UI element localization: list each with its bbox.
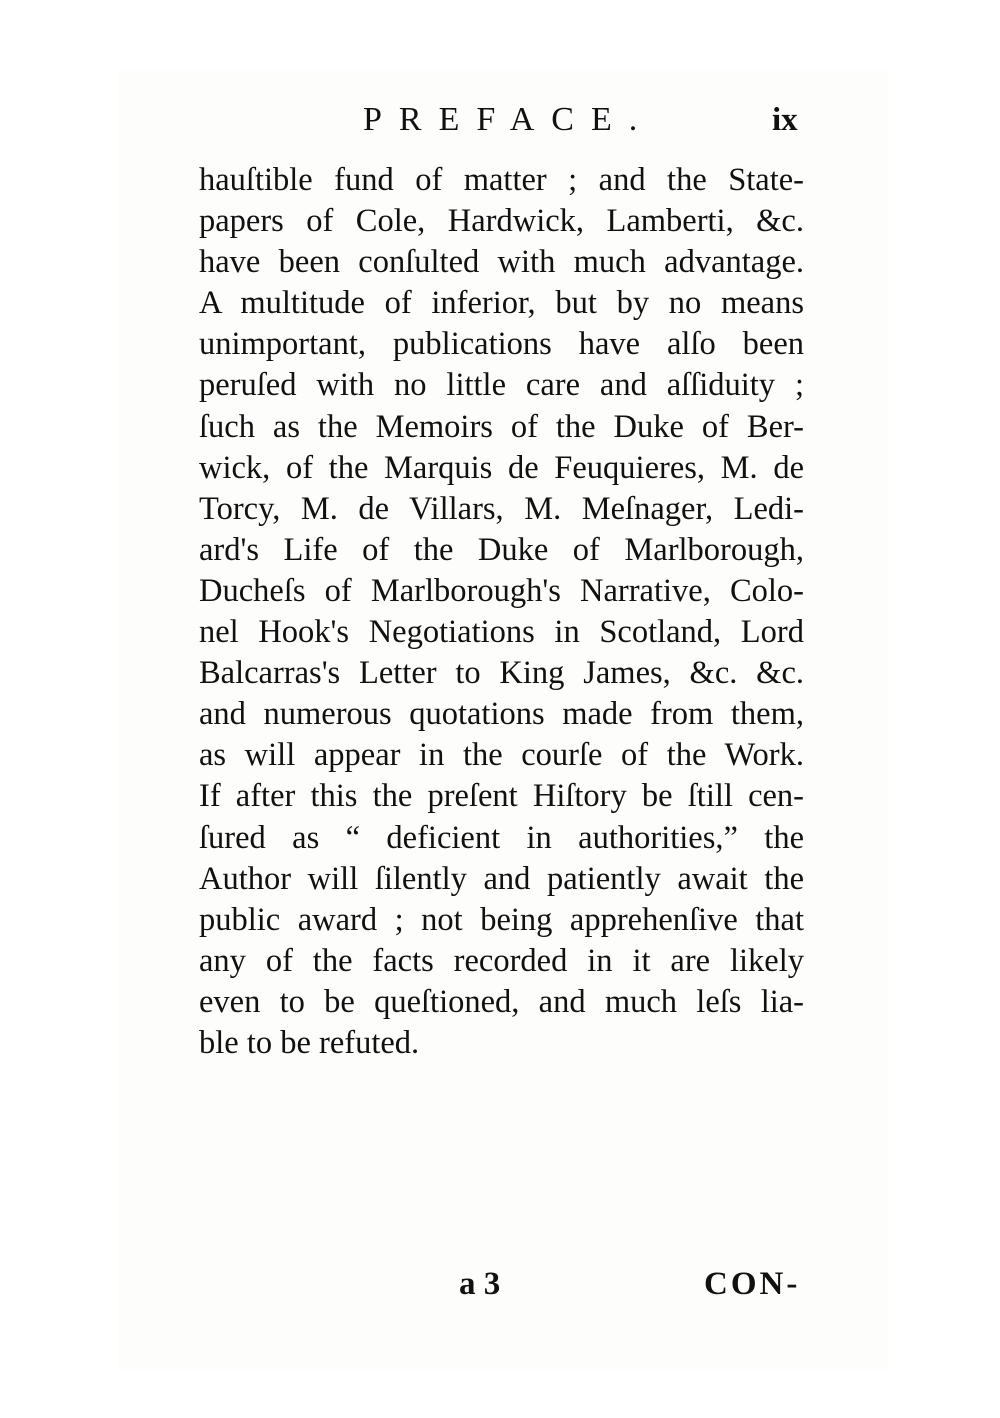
text-line: public award ; not being apprehenſive that — [199, 901, 804, 938]
signature-mark: a 3 — [459, 1266, 501, 1302]
text-line: ble to be refuted. — [199, 1024, 420, 1061]
text-line: even to be queſtioned, and much leſs lia- — [199, 983, 804, 1020]
catchword: CON- — [704, 1266, 801, 1302]
text-line: unimportant, publications have alſo been — [199, 326, 804, 363]
text-line: Author will ſilently and patiently await the — [199, 860, 804, 897]
page-number: ix — [772, 102, 798, 138]
text-line: and numerous quotations made from them, — [199, 696, 804, 733]
text-line: ſured as “ deficient in authorities,” the — [199, 819, 804, 856]
text-line: any of the facts recorded in it are likely — [199, 942, 804, 979]
text-line: have been conſulted with much advantage. — [199, 244, 804, 281]
text-line: If after this the preſent Hiſtory be ſtill cen- — [199, 778, 804, 815]
text-line: ſuch as the Memoirs of the Duke of Ber- — [199, 408, 804, 445]
text-line: as will appear in the courſe of the Work. — [199, 737, 804, 774]
text-line: wick, of the Marquis de Feuquieres, M. de — [199, 449, 804, 486]
running-head — [0, 98, 1000, 142]
text-line: Balcarras's Letter to King James, &c. &c. — [199, 655, 804, 692]
text-line: nel Hook's Negotiations in Scotland, Lord — [199, 614, 804, 651]
text-line: peruſed with no little care and aſſiduity ; — [199, 367, 804, 404]
text-line: A multitude of inferior, but by no means — [199, 285, 804, 322]
text-line: Torcy, M. de Villars, M. Meſnager, Ledi- — [199, 490, 804, 527]
text-line: ard's Life of the Duke of Marlborough, — [199, 531, 804, 568]
text-line: hauſtible fund of matter ; and the State- — [199, 162, 804, 198]
text-line: papers of Cole, Hardwick, Lamberti, &c. — [199, 203, 804, 240]
text-line: Ducheſs of Marlborough's Narrative, Colo- — [199, 572, 804, 609]
body-text — [199, 160, 804, 1064]
running-title: PREFACE. — [363, 101, 655, 138]
